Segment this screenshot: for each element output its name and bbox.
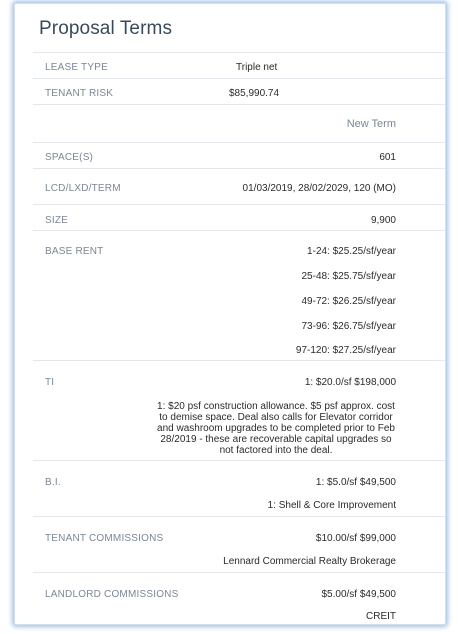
tenant-commissions-label: TENANT COMMISSIONS [45, 533, 164, 544]
proposal-terms-card [14, 3, 446, 625]
base-rent-step: 49-72: $26.25/sf/year [301, 296, 396, 307]
base-rent-step: 73-96: $26.75/sf/year [301, 321, 396, 332]
tenant-risk-label: TENANT RISK [45, 88, 114, 99]
size-label: SIZE [45, 215, 69, 226]
tenant-commissions-note: Lennard Commercial Realty Brokerage [223, 556, 396, 567]
column-header-new-term: New Term [346, 118, 396, 130]
ti-label: TI [45, 377, 55, 388]
lcd-value: 01/03/2019, 28/02/2029, 120 (MO) [242, 183, 396, 194]
landlord-commissions-note: CREIT [366, 611, 396, 622]
column-header-row [33, 104, 445, 143]
lease-type-label: LEASE TYPE [45, 62, 108, 73]
tenant-commissions-value: $10.00/sf $99,000 [315, 533, 396, 544]
base-rent-row [33, 230, 445, 361]
bi-row [33, 460, 445, 517]
spaces-label: SPACE(S) [45, 152, 94, 163]
tenant-risk-row [33, 78, 445, 105]
size-row [33, 204, 445, 231]
size-value: 9,900 [370, 215, 396, 226]
base-rent-step: 97-120: $27.25/sf/year [295, 345, 396, 356]
lease-type-value: Triple net [236, 62, 278, 73]
tenant-commissions-row [33, 516, 445, 573]
ti-note: 1: $20 psf construction allowance. $5 psf approx. cost to demise space. Deal also calls for Elevator corridor and washroom upgrades to be completed prior to Feb 28/2019 - these are recoverable capital upgrades so not factored into the deal. [157, 401, 395, 456]
spaces-value: 601 [379, 152, 396, 163]
bi-value: 1: $5.0/sf $49,500 [315, 477, 396, 488]
lcd-row [33, 168, 445, 205]
base-rent-label: BASE RENT [45, 246, 104, 257]
landlord-commissions-value: $5.00/sf $49,500 [321, 589, 396, 600]
landlord-commissions-row [33, 572, 445, 625]
bi-label: B.I. [45, 477, 61, 488]
spaces-row [33, 142, 445, 169]
bi-note: 1: Shell & Core Improvement [267, 500, 396, 511]
card-title: Proposal Terms [39, 18, 173, 39]
tenant-risk-value: $85,990.74 [229, 88, 280, 99]
base-rent-step: 1-24: $25.25/sf/year [307, 246, 396, 257]
base-rent-step: 25-48: $25.75/sf/year [301, 271, 396, 282]
lcd-label: LCD/LXD/TERM [45, 183, 121, 194]
landlord-commissions-label: LANDLORD COMMISSIONS [45, 589, 179, 600]
ti-row [33, 360, 445, 461]
ti-value: 1: $20.0/sf $198,000 [304, 377, 396, 388]
lease-type-row [33, 52, 445, 79]
